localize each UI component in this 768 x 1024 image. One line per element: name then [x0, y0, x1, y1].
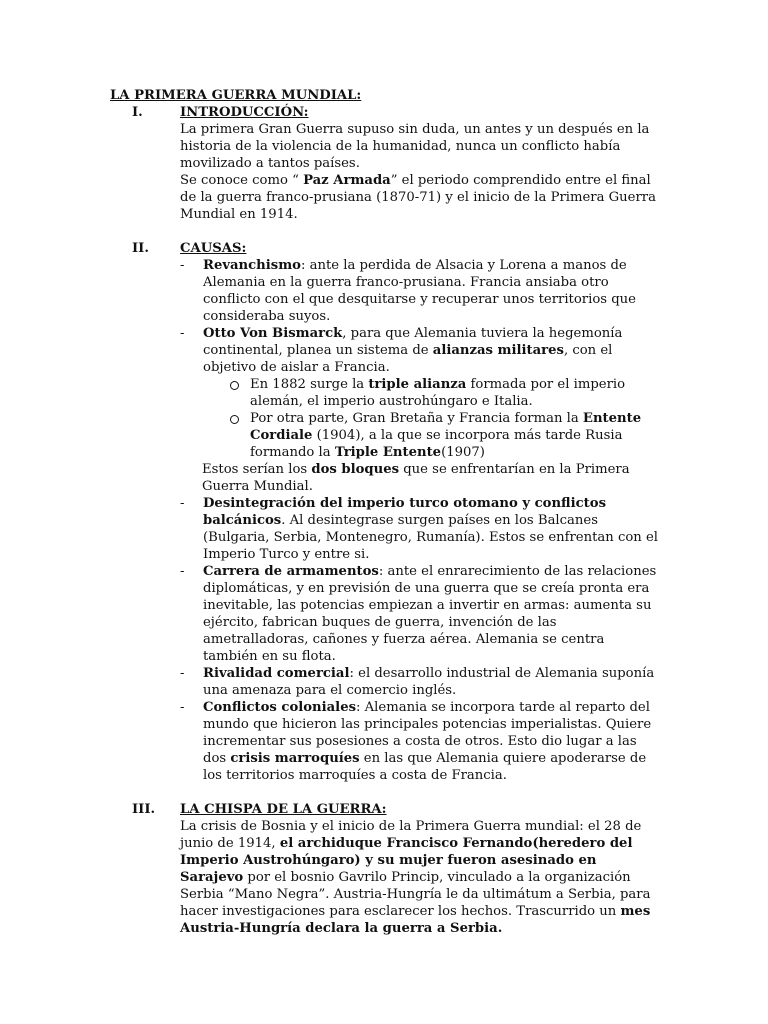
list-item: - Conflictos coloniales: Alemania se incorpora tarde al reparto del mundo que hicieron las principales potencias imperialistas. Quiere incrementar sus posesiones a costa de otros. Esto dio lugar a las dos crisis marroquíes en las que Alemania quiere apoderarse de los territorios marroquíes a costa de Francia. — [180, 699, 660, 784]
section-chispa — [110, 801, 660, 937]
section-introduccion — [110, 104, 660, 223]
section-heading: LA CHISPA DE LA GUERRA: — [180, 802, 387, 817]
section-numeral: II. — [132, 241, 149, 256]
sub-list — [227, 376, 660, 461]
paragraph: Se conoce como “ Paz Armada” el periodo comprendido entre el final de la guerra franco-prusiana (1870-71) y el inicio de la Primera Guerra Mundial en 1914. — [180, 173, 656, 222]
section-heading: INTRODUCCIÓN: — [180, 105, 309, 120]
list-item: - Revanchismo: ante la perdida de Alsacia y Lorena a manos de Alemania en la guerra franco-prusiana. Francia ansiaba otro conflicto con el que desquitarse y recuperar unos territorios que consideraba suyos. — [180, 257, 660, 325]
section-numeral: III. — [132, 802, 156, 817]
causes-list — [180, 257, 660, 461]
list-item: - Otto Von Bismarck, para que Alemania tuviera la hegemonía continental, planea un sistema de alianzas militares, con el objetivo de aislar a Francia. En 1882 surge la triple alianza formada por el imperio alemán, el imperio austrohúngaro e Italia. Por otra parte, Gran Bretaña y Francia forman la Entente Cordiale (1904), a la que se incorpora más tarde Rusia formando la Triple Entente(1907) — [180, 325, 660, 461]
list-item: - Carrera de armamentos: ante el enrarecimiento de las relaciones diplomáticas, y en previsión de una guerra que se creía pronta era inevitable, las potencias empiezan a invertir en armas: aumenta su ejército, fabrican buques de guerra, invención de las ametralladoras, cañones y fuerza aérea. Alemania se centra también en su flota. — [180, 563, 660, 665]
list-item: - Rivalidad comercial: el desarrollo industrial de Alemania suponía una amenaza para el comercio inglés. — [180, 665, 660, 699]
paragraph: La crisis de Bosnia y el inicio de la Primera Guerra mundial: el 28 de junio de 1914, el archiduque Francisco Fernando(heredero del Imperio Austrohúngaro) y su mujer fueron asesinado en Sarajevo por el bosnio Gavrilo Princip, vinculado a la organización Serbia “Mano Negra”. Austria-Hungría le da ultimátum a Serbia, para hacer investigaciones para esclarecer los hechos. Trascurrido un mes Austria-Hungría declara la guerra a Serbia. — [180, 819, 651, 936]
causes-list-continued — [180, 495, 660, 784]
sub-list-item: En 1882 surge la triple alianza formada por el imperio alemán, el imperio austrohúngaro e Italia. — [227, 376, 660, 410]
paragraph: Estos serían los dos bloques que se enfrentarían en la Primera Guerra Mundial. — [202, 462, 630, 494]
section-causas — [110, 240, 660, 784]
document-body — [110, 87, 660, 937]
sub-list-item: Por otra parte, Gran Bretaña y Francia forman la Entente Cordiale (1904), a la que se incorpora más tarde Rusia formando la Triple Entente(1907) — [227, 410, 660, 461]
document-title: LA PRIMERA GUERRA MUNDIAL: — [110, 88, 362, 103]
section-heading: CAUSAS: — [180, 241, 247, 256]
list-item: - Desintegración del imperio turco otomano y conflictos balcánicos. Al desintegrase surgen países en los Balcanes (Bulgaria, Serbia, Montenegro, Rumanía). Estos se enfrentan con el Imperio Turco y entre si. — [180, 495, 660, 563]
section-numeral: I. — [132, 105, 143, 120]
paragraph: La primera Gran Guerra supuso sin duda, un antes y un después en la historia de la violencia de la humanidad, nunca un conflicto había movilizado a tantos países. — [180, 122, 650, 171]
